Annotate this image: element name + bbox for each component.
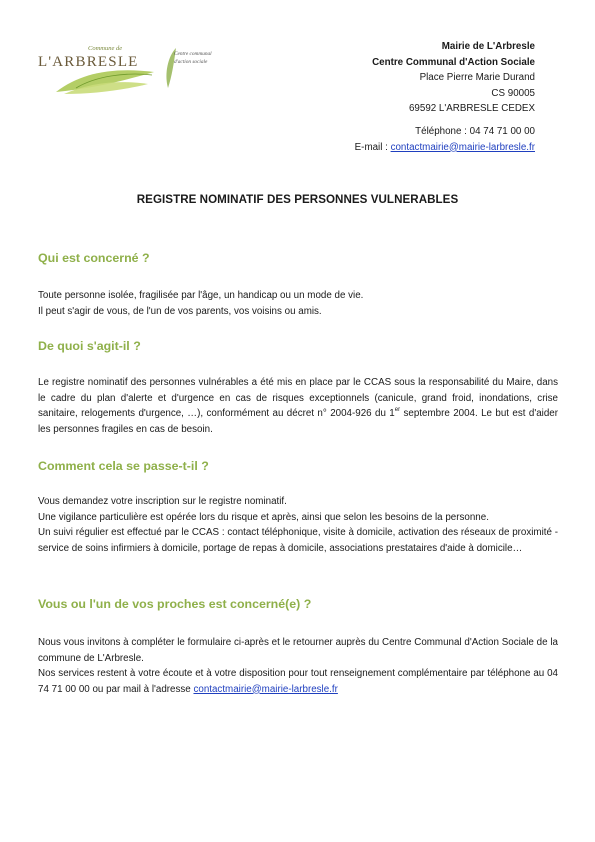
email-label: E-mail :	[354, 141, 391, 153]
paragraph-line	[38, 666, 558, 697]
paragraph-line: Vous demandez votre inscription sur le registre nominatif.	[38, 496, 287, 507]
email-link[interactable]: contactmairie@mairie-larbresle.fr	[193, 683, 338, 695]
city: 69592 L'ARBRESLE CEDEX	[408, 103, 535, 114]
ccas-logo-text: Centre communal d'action sociale	[174, 51, 212, 66]
org-name: Mairie de L'Arbresle	[441, 41, 535, 52]
section-heading-qui: Qui est concerné ?	[38, 251, 150, 265]
section-body-proches	[38, 635, 558, 697]
commune-logo	[36, 42, 156, 96]
paragraph-text: Nos services restent à votre écoute et à votre disposition pour tout renseignement complémentaire par téléphone au 04 74 71 00 00 ou par mail à l'adresse	[38, 668, 558, 695]
postal-box: CS 90005	[491, 87, 535, 99]
ccas-logo	[160, 44, 212, 92]
centre-name: Centre Communal d'Action Sociale	[372, 56, 535, 68]
section-body-comment	[38, 494, 558, 556]
paragraph-text-end: septembre 2004. Le but est d'aider les personnes fragiles en cas de besoin.	[38, 408, 559, 435]
street: Place Pierre Marie Durand	[419, 72, 535, 83]
section-heading-proches: Vous ou l'un de vos proches est concerné(e) ?	[38, 597, 312, 611]
section-heading-comment: Comment cela se passe-t-il ?	[38, 459, 209, 473]
ordinal-suffix: er	[394, 407, 401, 413]
commune-name: L'ARBRESLE	[38, 54, 139, 70]
contact-block	[355, 124, 535, 155]
paragraph-line: Une vigilance particulière est opérée lors du risque et après, ainsi que selon les besoins de la personne.	[38, 511, 489, 523]
page-title: REGISTRE NOMINATIF DES PERSONNES VULNERABLES	[136, 193, 459, 206]
paragraph-text: Le registre nominatif des personnes vulnérables a été mis en place par le CCAS sous la responsabilité du Maire, dans le cadre du plan d'alerte et d'urgence en cas de risques exceptionnels (canicule, grand froid, inondations, crise sanitaire, relogements d'urgence, …), conformément au décret n° 2004-926 du 1	[38, 377, 558, 419]
section-heading-quoi: De quoi s'agit-il ?	[38, 339, 141, 353]
paragraph-line: Nous vous invitons à compléter le formulaire ci-après et le retourner auprès du Centre Communal d'Action Sociale de la commune de L'Arbresle.	[38, 637, 558, 664]
section-body-qui	[38, 288, 558, 319]
commune-prefix: Commune de	[88, 45, 123, 52]
email-line	[355, 140, 535, 156]
phone: Téléphone : 04 74 71 00 00	[415, 126, 535, 137]
paragraph-line: Un suivi régulier est effectué par le CCAS : contact téléphonique, visite à domicile, activation des réseaux de proximité - service de soins infirmiers à domicile, portage de repas à domicile, associations prestataires d'aide à domicile…	[38, 527, 558, 554]
paragraph-line: Il peut s'agir de vous, de l'un de vos parents, vos voisins ou amis.	[38, 305, 322, 317]
section-body-quoi	[38, 375, 558, 437]
address-block	[372, 39, 535, 117]
paragraph-line: Toute personne isolée, fragilisée par l'âge, un handicap ou un mode de vie.	[38, 290, 364, 301]
email-link[interactable]: contactmairie@mairie-larbresle.fr	[390, 141, 535, 153]
